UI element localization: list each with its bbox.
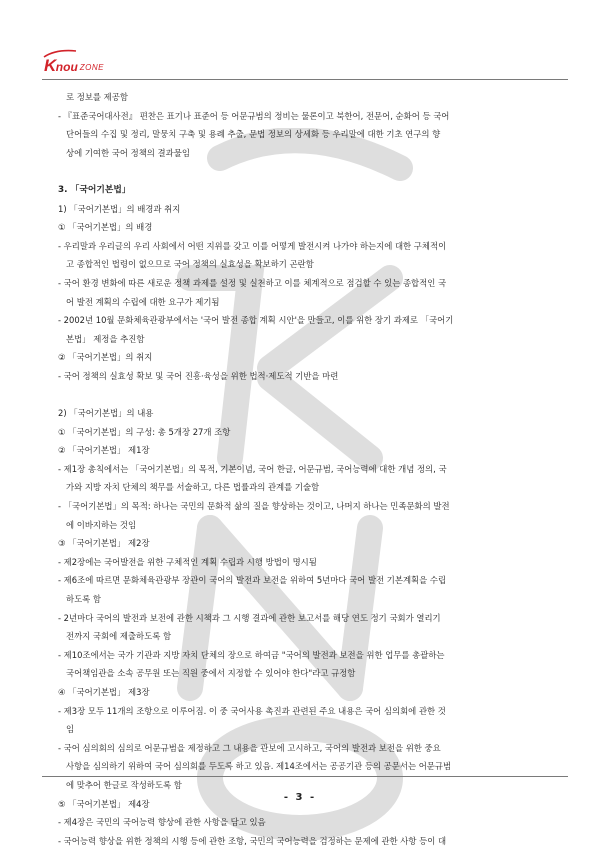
text-line: - 제3장 모두 11개의 조항으로 이루어짐. 이 중 국어사용 촉진과 관련된 주요 내용은 국어 심의회에 관한 것 [58,705,446,716]
text-line: 국어책임관을 소속 공무원 또는 직원 중에서 지정할 수 있어야 한다"라고 규정함 [66,668,356,679]
text-line: - 국어 심의회의 심의로 어문규범을 제정하고 그 내용을 관보에 고시하고, 국어의 발전과 보전을 위한 중요 [58,742,441,753]
text-line: - 『표준국어대사전』 편찬은 표기나 표준어 등 어문규범의 정비는 물론이고 북한어, 전문어, 순화어 등 국어 [58,110,450,121]
text-line: 전까지 국회에 제출하도록 함 [66,631,172,642]
text-line: ① 「국어기본법」의 구성: 총 5개장 27개 조항 [58,426,231,437]
text-line: ③ 「국어기본법」 제2장 [58,538,150,549]
text-line: - 국어능력 향상을 위한 정책의 시행 등에 관한 조항, 국민의 국어능력을 검정하는 문제에 관한 사항 등이 대 [58,835,447,846]
text-line: 단어들의 수집 및 정리, 말뭉치 구축 및 용례 추출, 문법 정보의 상세화 등 우리말에 대한 기초 연구의 향 [66,129,441,140]
logo-letter: K [44,56,56,75]
text-line: 로 정보를 제공함 [66,92,128,102]
logo-word: nou [55,60,78,74]
text-line: - 제10조에서는 국가 기관과 지방 자치 단체의 장으로 하여금 "국어의 발전과 보전을 위한 업무를 총괄하는 [58,649,445,660]
logo-subword: ZONE [79,63,105,72]
text-line: 2) 「국어기본법」의 내용 [58,408,154,419]
text-line: ④ 「국어기본법」 제3장 [58,687,150,697]
text-line: - 제1장 총칙에서는 「국어기본법」의 목적, 기본이념, 국어 한글, 어문규범, 국어능력에 대한 개념 정의, 국 [58,463,447,474]
text-line: - 국어 정책의 실효성 확보 및 국어 진흥·육성을 위한 법적·제도적 기반을 마련 [58,370,339,381]
text-line: 에 이바지하는 것임 [66,519,137,530]
text-line: ② 「국어기본법」 제1장 [58,445,150,456]
text-line: 에 맞추어 한글로 작성하도록 함 [66,779,182,790]
text-line: 본법」 제정을 추진함 [66,333,145,344]
text-line: 어 발전 계획의 수립에 대한 요구가 제기됨 [66,296,220,307]
text-line: 상에 기여한 국어 정책의 결과물임 [66,147,190,158]
header-divider [42,79,568,80]
text-line: - 국어 환경 변화에 따른 새로운 정책 과제를 설정 및 실천하고 이를 체계적으로 점검할 수 있는 종합적인 국 [58,277,447,288]
text-line: - 2002년 10월 문화체육관광부에서는 '국어 발전 종합 계획 시안'을 만들고, 이를 위한 장기 과제로 「국어기 [58,315,454,326]
text-line: - 제4장은 국민의 국어능력 향상에 관한 사항을 담고 있음 [58,817,266,828]
text-line: - 2년마다 국어의 발전과 보전에 관한 시책과 그 시행 결과에 관한 보고서를 해당 연도 정기 국회가 열리기 [58,612,441,623]
text-line: - 제2장에는 국어발전을 위한 구체적인 계획 수립과 시행 방법이 명시됨 [58,556,317,567]
document-body [58,88,558,850]
paragraph-gap [58,162,558,181]
text-line: 1) 「국어기본법」의 배경과 취지 [58,203,181,214]
text-line: 임 [66,724,75,735]
text-line: - 「국어기본법」의 목적: 하나는 국민의 문화적 삶의 질을 향상하는 것이고, 나머지 하나는 민족문화의 발전 [58,501,450,512]
text-line: 사항을 심의하기 위하여 국어 심의회를 두도록 하고 있음. 제14조에서는 공공기관 등의 공문서는 어문규범 [66,761,452,772]
logo-swoosh-icon [42,49,78,59]
text-line: 가와 지방 자치 단체의 책무를 서술하고, 다른 법률과의 관계를 기술함 [66,482,320,493]
knouzone-logo [44,54,104,74]
text-line: 하도록 함 [66,594,102,605]
text-line: ① 「국어기본법」의 배경 [58,222,153,233]
text-line: ⑤ 「국어기본법」 제4장 [58,798,150,809]
paragraph-gap [58,386,558,405]
text-line: ② 「국어기본법」의 취지 [58,352,153,363]
section-heading: 3. 「국어기본법」 [58,184,131,195]
text-line: - 우리말과 우리글의 우리 사회에서 어떤 지위를 갖고 이를 어떻게 발전시켜 나가야 하는지에 대한 구체적이 [58,240,447,251]
text-line: - 제6조에 따르면 문화체육관광부 장관이 국어의 발전과 보전을 위하여 5년마다 국어 발전 기본계획을 수립 [58,575,447,586]
text-line: 고 종합적인 법령이 없으므로 국어 정책의 실효성을 확보하기 곤란함 [66,259,314,270]
page-number: - 3 - [283,792,317,803]
